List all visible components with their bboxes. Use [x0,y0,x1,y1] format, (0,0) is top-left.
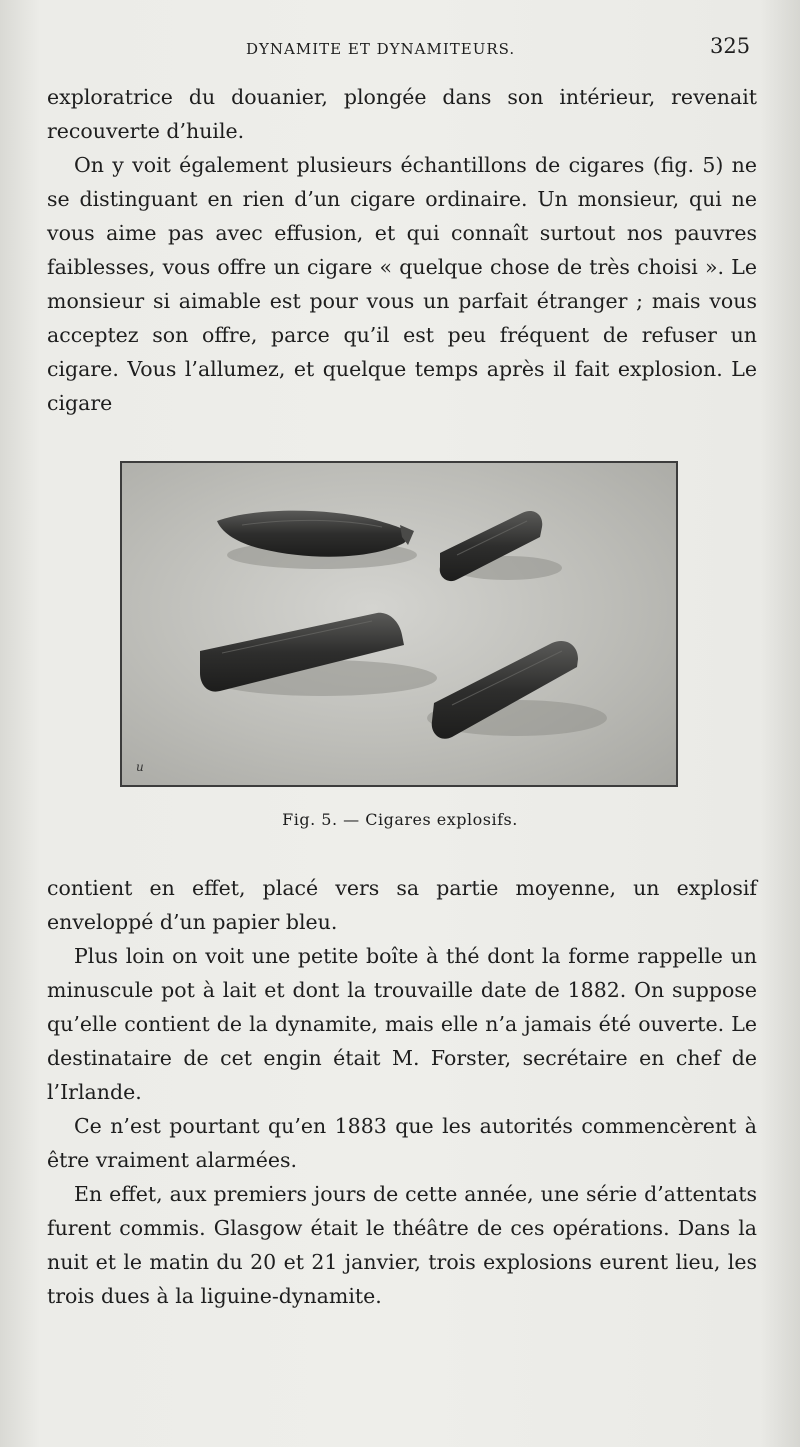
text-block-bottom [47,871,757,1313]
paragraph: exploratrice du douanier, plongée dans son intérieur, revenait recouverte d’huile. [47,85,757,143]
paragraph: Plus loin on voit une petite boîte à thé dont la forme rappelle un minuscule pot à lait et dont la trouvaille date de 1882. On suppose qu’elle contient de la dynamite, mais elle n’a jamais été ouverte. Le destinataire de cet engin était M. Forster, secrétaire en chef de l’Irlande. [47,944,757,1104]
page-header [0,34,800,64]
paragraph: En effet, aux premiers jours de cette année, une série d’attentats furent commis. Glasgow était le théâtre de ces opérations. Dans la nuit et le matin du 20 et 21 janvier, trois explosions eurent lieu, les trois dues à la liguine-dynamite. [47,1182,757,1308]
running-title: DYNAMITE ET DYNAMITEURS. [246,40,516,58]
paragraph: Ce n’est pourtant qu’en 1883 que les autorités commencèrent à être vraiment alarmées. [47,1114,757,1172]
figure-mark: u [136,760,144,774]
cigars-illustration [122,463,676,785]
paragraph: contient en effet, placé vers sa partie moyenne, un explosif enveloppé d’un papier bleu. [47,876,757,934]
text-block-top [47,80,757,420]
figure-photograph [120,461,678,787]
figure-caption: Fig. 5. — Cigares explosifs. [282,810,518,829]
page-number: 325 [710,34,751,58]
paragraph: On y voit également plusieurs échantillons de cigares (fig. 5) ne se distinguant en rien d’un cigare ordinaire. Un monsieur, qui ne vous aime pas avec effusion, et qui connaît surtout nos pauvres faiblesses, vous offre un cigare « quelque chose de très choisi ». Le monsieur si aimable est pour vous un parfait étranger ; mais vous acceptez son offre, parce qu’il est peu fréquent de refuser un cigare. Vous l’allumez, et quelque temps après il fait explosion. Le cigare [47,153,757,415]
